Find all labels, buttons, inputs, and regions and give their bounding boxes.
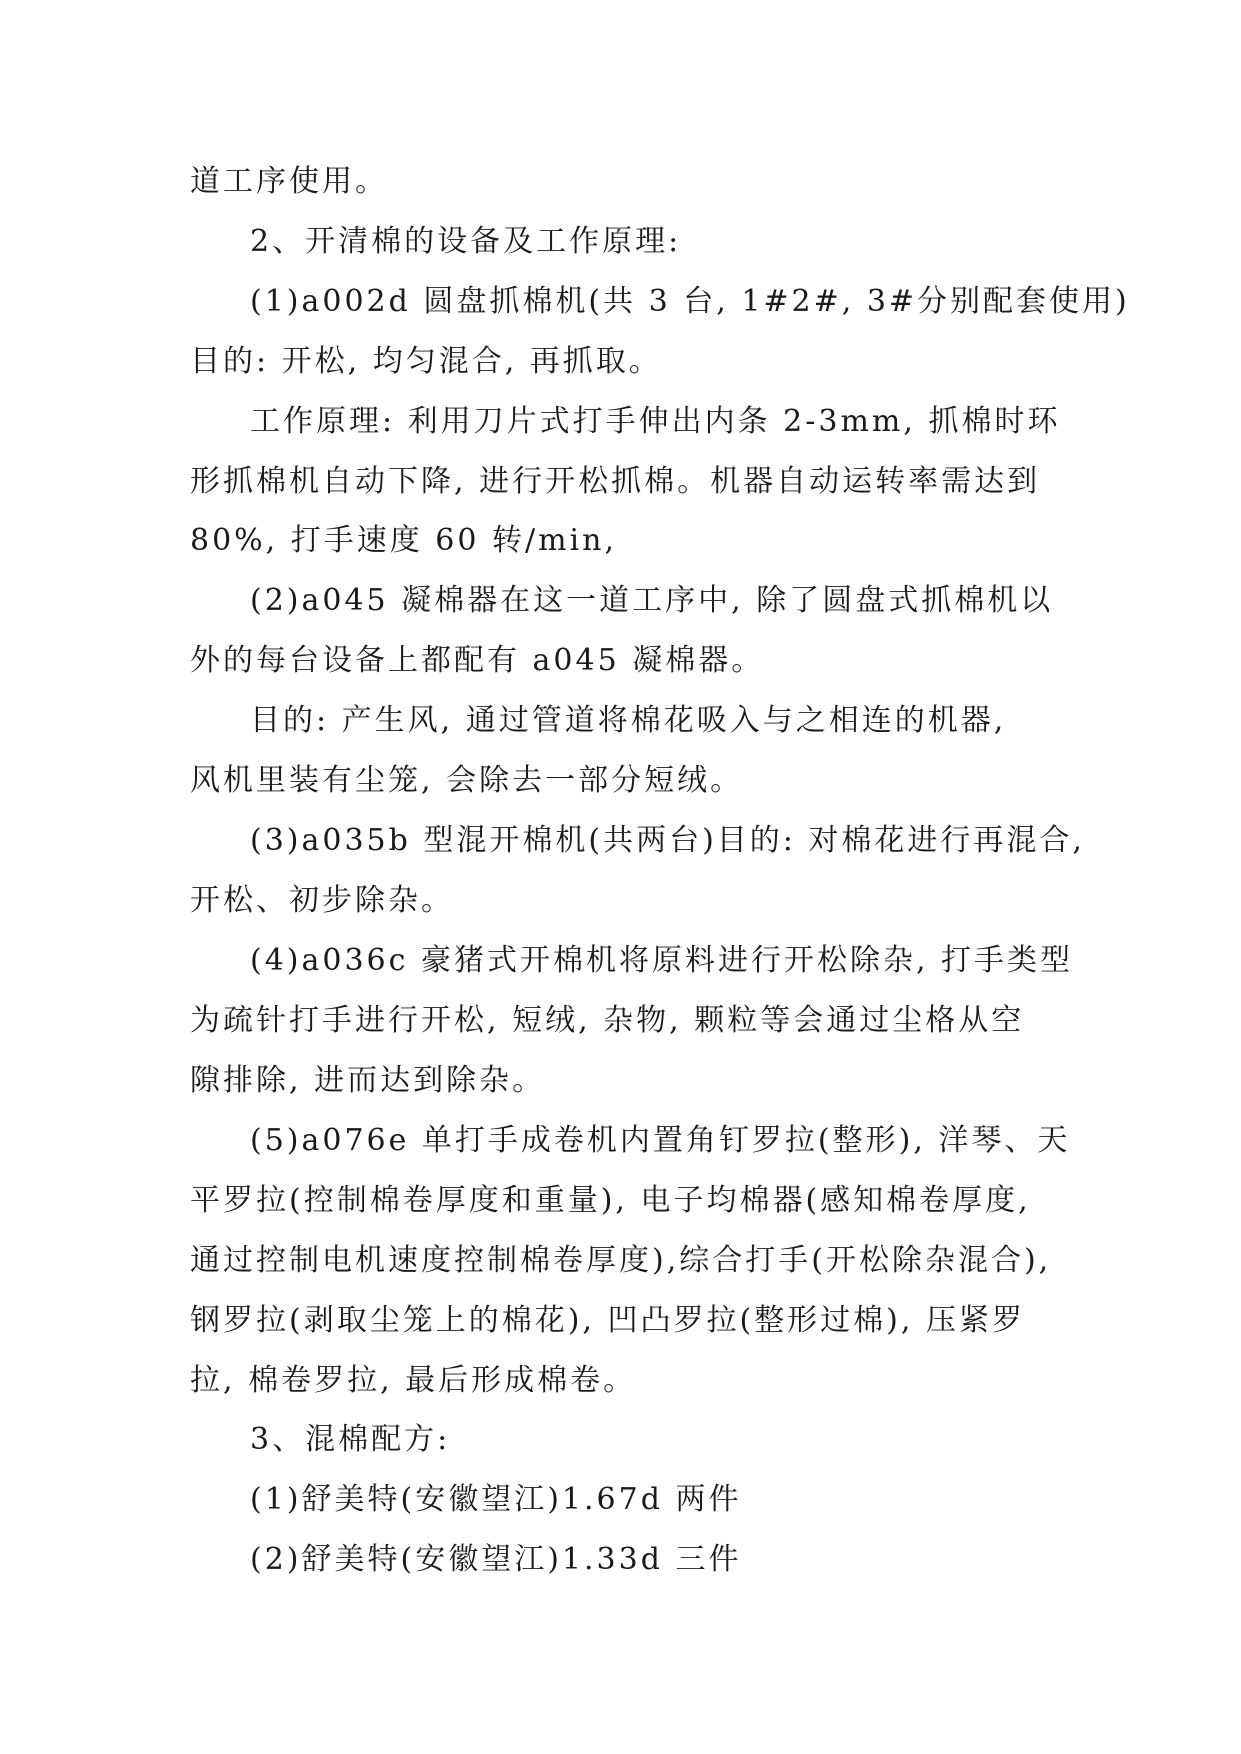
section-heading-2: 2、开清棉的设备及工作原理: xyxy=(250,224,682,259)
text-line-4: 目的: 开松, 均匀混合, 再抓取。 xyxy=(190,344,662,379)
text-line-19: 通过控制电机速度控制棉卷厚度),综合打手(开松除杂混合), xyxy=(190,1243,1052,1278)
text-line-9: 外的每台设备上都配有 a045 凝棉器。 xyxy=(190,643,765,678)
text-line-18: 平罗拉(控制棉卷厚度和重量), 电子均棉器(感知棉卷厚度, xyxy=(190,1183,1031,1218)
text-line-24: (2)舒美特(安徽望江)1.33d 三件 xyxy=(250,1542,742,1577)
text-line-7: 80%, 打手速度 60 转/min, xyxy=(190,523,618,558)
text-line-13: 开松、初步除杂。 xyxy=(190,883,454,918)
text-line-16: 隙排除, 进而达到除杂。 xyxy=(190,1063,546,1098)
text-line-14: (4)a036c 豪猪式开棉机将原料进行开松除杂, 打手类型 xyxy=(250,943,1074,978)
text-line-17: (5)a076e 单打手成卷机内置角钉罗拉(整形), 洋琴、天 xyxy=(250,1123,1071,1158)
text-line-21: 拉, 棉卷罗拉, 最后形成棉卷。 xyxy=(190,1363,637,1398)
text-line-12: (3)a035b 型混开棉机(共两台)目的: 对棉花进行再混合, xyxy=(250,823,1085,858)
text-line-15: 为疏针打手进行开松, 短绒, 杂物, 颗粒等会通过尘格从空 xyxy=(190,1003,1025,1038)
text-line-3: (1)a002d 圆盘抓棉机(共 3 台, 1#2#, 3#分别配套使用) xyxy=(250,284,1130,319)
section-heading-3: 3、混棉配方: xyxy=(250,1422,451,1457)
text-line-23: (1)舒美特(安徽望江)1.67d 两件 xyxy=(250,1482,742,1517)
text-line-6: 形抓棉机自动下降, 进行开松抓棉。机器自动运转率需达到 xyxy=(190,464,1041,499)
text-line-8: (2)a045 凝棉器在这一道工序中, 除了圆盘式抓棉机以 xyxy=(250,583,1054,618)
text-line-5: 工作原理: 利用刀片式打手伸出内条 2-3mm, 抓棉时环 xyxy=(250,404,1061,439)
text-line-10: 目的: 产生风, 通过管道将棉花吸入与之相连的机器, xyxy=(250,703,1007,738)
text-line-1: 道工序使用。 xyxy=(190,164,388,199)
text-line-20: 钢罗拉(剥取尘笼上的棉花), 凹凸罗拉(整形过棉), 压紧罗 xyxy=(190,1303,1025,1338)
text-line-11: 风机里装有尘笼, 会除去一部分短绒。 xyxy=(190,763,744,798)
